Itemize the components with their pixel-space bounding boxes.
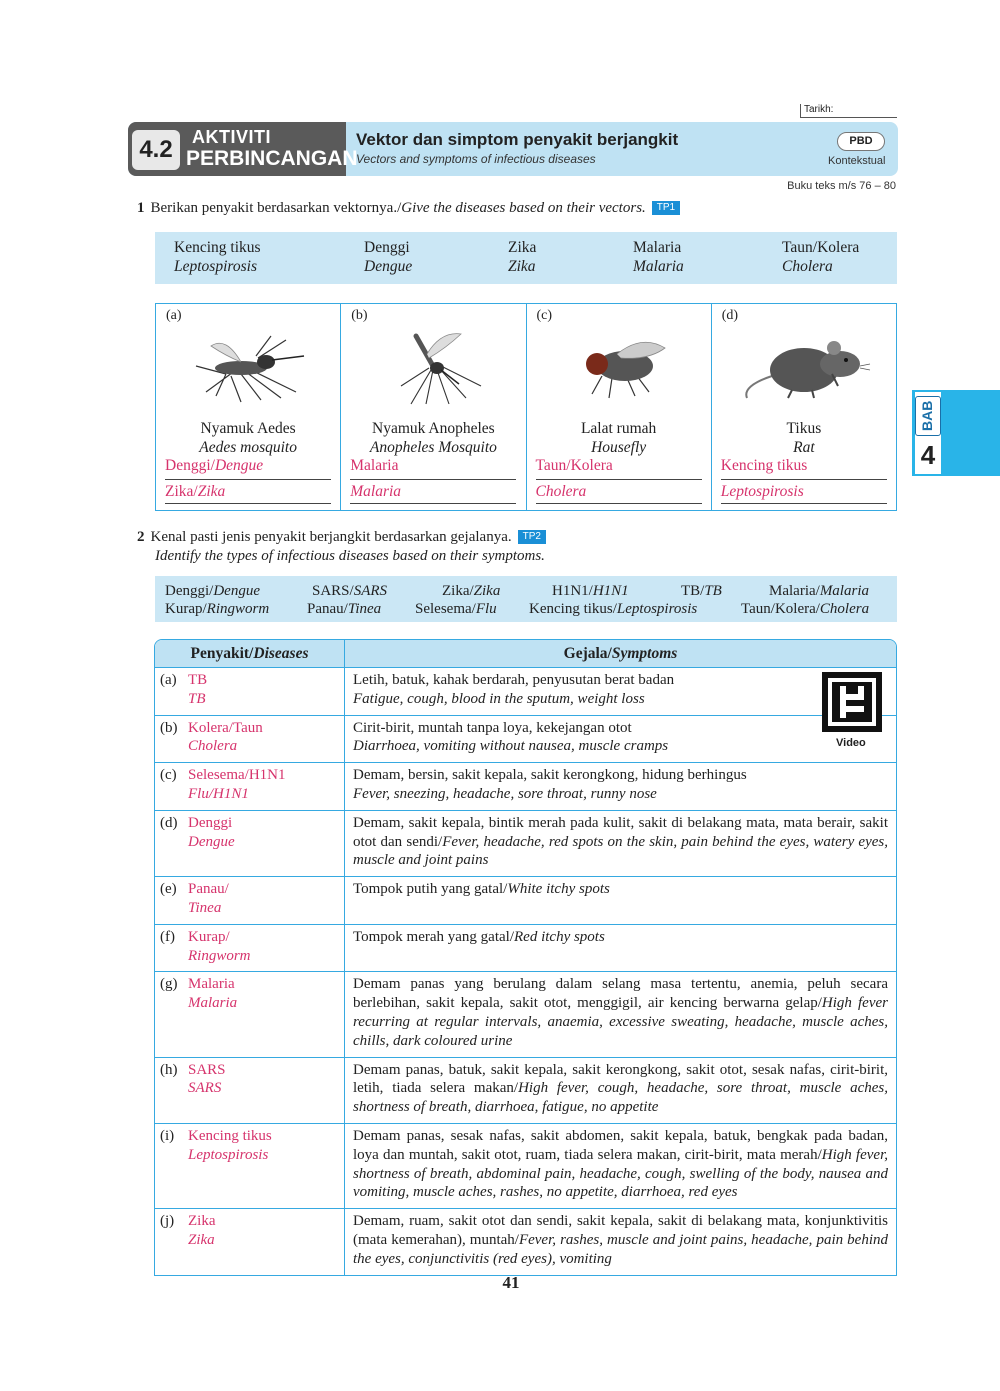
row-label: (f) [160,928,175,945]
header-ms: Gejala/ [563,644,612,662]
option-ms: TB/ [681,583,705,599]
textbook-reference: Buku teks m/s 76 – 80 [787,180,896,192]
option-item [415,600,497,618]
symptom-en: Fatigue, cough, blood in the sputum, weight loss [353,690,645,707]
symptom-en: Fever, rashes, muscle and joint pains, headache, pain behind the eyes, conjunctivitis (red eyes), vomiting [353,1231,888,1267]
housefly-image [557,326,687,406]
symptom-cell [345,925,896,973]
symptom-cell [345,811,896,877]
qr-code-icon [822,672,882,732]
answer-en: Cholera [188,738,238,755]
symptom-text [353,1213,888,1267]
anopheles-mosquito-image [371,326,501,406]
vector-table [155,303,897,511]
option-en: Cholera [819,601,870,617]
symptom-text [353,1062,888,1116]
header-en: Diseases [253,644,309,662]
symptom-en: High fever, shortness of breath, abdominal pain, headache, cough, swelling of the body, nausea and vomiting, muscle aches, rashes, no appetite, diarrhoea, red eyes [353,1146,888,1201]
answer-ms: Zika/ [165,483,198,500]
symptom-text [353,976,888,1048]
column-header-symptoms [345,640,896,668]
vector-label: (d) [721,308,739,323]
pbd-badge: PBD [837,132,885,151]
option-item [165,582,260,600]
option-ms: Kencing tikus [174,239,261,256]
answer-ms: TB [188,672,208,688]
option-en: Dengue [364,258,413,275]
vector-label: (b) [351,308,368,323]
answer-line-2[interactable] [350,482,516,504]
question-text-en: Give the diseases based on their vectors. [401,200,646,216]
symptom-ms: Tompok merah yang gatal/ [353,928,514,945]
option-en: Tinea [347,601,382,617]
symptom-text [353,767,747,802]
table-row [155,763,896,811]
answer-en: Ringworm [188,947,251,964]
answer-en: Leptospirosis [720,483,804,500]
answer-ms: Zika [188,1213,216,1230]
table-row [155,668,896,716]
option-item [782,238,859,276]
symptom-cell [345,763,896,811]
question-number: 2 [137,529,145,545]
rat-image [742,326,872,406]
date-label: Tarikh: [804,104,834,115]
answer-line-1[interactable] [350,456,516,480]
answer-ms: Taun/Kolera [535,457,613,474]
table-row [155,972,896,1057]
option-en: Ringworm [206,601,270,617]
page-number: 41 [502,1273,520,1292]
answer-en: TB [188,690,206,707]
disease-cell[interactable] [155,1058,345,1124]
answer-ms: SARS [188,1061,226,1078]
vector-cell-aedes [156,304,341,510]
pbd-label: Kontekstual [828,155,886,167]
tp-badge: TP2 [518,530,546,544]
option-item [741,600,869,618]
option-en: Malaria [819,583,869,599]
option-item [633,238,684,276]
row-label: (a) [160,672,177,688]
symptom-ms: Demam panas, batuk, sakit kepala, sakit kerongkong, sakit otot, sesak nafas, cirit-birit, letih, tiada selera makan/ [353,1061,888,1097]
option-item [529,600,697,618]
option-ms: Kurap/ [165,601,207,617]
symptom-en: High fever, cough, headache, sore throat, muscle aches, shortness of breath, diarrhoea, fatigue, no appetite [353,1080,888,1116]
symptom-cell [345,972,896,1057]
option-ms: Kencing tikus/ [529,601,617,617]
table-row [155,716,896,764]
symptom-cell [345,1058,896,1124]
symptom-cell [345,716,896,764]
answer-line-1[interactable] [721,456,887,480]
question-number: 1 [137,200,145,216]
chapter-label: BAB [915,396,941,436]
row-label: (j) [160,1213,175,1230]
option-ms: H1N1/ [552,583,593,599]
disease-cell[interactable] [155,1209,345,1274]
question-text-en: Identify the types of infectious diseases based on their symptoms. [155,548,545,564]
symptom-cell [345,1124,896,1209]
question-2 [137,528,546,566]
symptom-text [353,671,674,709]
answer-en: Dengue [188,833,235,850]
answer-ms: Panau/ [188,881,229,898]
symptom-text [353,1128,888,1200]
symptom-text [353,815,888,869]
question-1 [137,199,680,218]
answer-line-2[interactable] [165,482,331,504]
option-item [312,582,387,600]
chapter-tab [912,390,1000,476]
answer-ms: Denggi/ [165,457,215,474]
option-ms: SARS/ [312,583,354,599]
table-row [155,925,896,973]
symptom-cell [345,668,896,716]
vector-cell-housefly [527,304,712,510]
page-subtitle: Vectors and symptoms of infectious diseases [356,152,596,166]
disease-symptom-table [154,639,897,1276]
answer-ms: Kolera/Taun [188,719,263,736]
row-label: (d) [160,814,178,831]
symptom-ms: Letih, batuk, kahak berdarah, penyusutan berat badan [353,672,675,688]
answer-line-2[interactable] [536,482,702,504]
option-item [307,600,381,618]
option-item [165,600,269,618]
table-row [155,1124,896,1209]
option-ms: Panau/ [307,601,348,617]
answer-en: Dengue [214,457,264,474]
vector-name [341,419,525,457]
option-ms: Denggi/ [165,583,214,599]
option-item [174,238,261,276]
option-en: TB [704,583,722,599]
symptom-cell [345,1209,896,1274]
answer-ms: Malaria [188,976,235,993]
vector-name-ms: Lalat rumah [580,420,657,437]
video-label: Video [836,737,866,749]
disease-options-box [155,576,897,622]
vector-name-ms: Nyamuk Aedes [200,420,296,437]
row-label: (e) [160,881,177,898]
option-ms: Malaria/ [769,583,820,599]
answer-en: Malaria [188,995,238,1012]
answer-en: Flu/H1N1 [188,785,249,802]
symptom-ms: Demam, bersin, sakit kepala, sakit kerongkong, hidung berhingus [353,767,747,784]
option-en: SARS [353,583,388,599]
vector-name-en: Anopheles Mosquito [369,439,497,456]
vector-label: (a) [166,308,182,323]
option-item [364,238,412,276]
answer-en: SARS [188,1080,222,1097]
symptom-ms: Demam, sakit kepala, bintik merah pada kulit, sakit di belakang mata, mata berair, sakit otot dan sendi/ [353,814,888,850]
tp-badge: TP1 [652,201,680,215]
disease-cell[interactable] [155,1124,345,1209]
vector-name [712,419,896,457]
option-en: Malaria [633,258,684,275]
symptom-ms: Demam panas, sesak nafas, sakit abdomen, sakit kepala, batuk, bengkak pada badan, loya dan muntah, sakit otot, ruam, tiada selera makan, cirit-birit, mata merah/ [353,1127,888,1163]
header-en: Symptoms [611,644,678,662]
symptom-en: Diarrhoea, vomiting without nausea, muscle cramps [353,738,669,755]
page-title: Vektor dan simptom penyakit berjangkit [356,130,679,149]
row-label: (c) [160,767,177,784]
option-ms: Taun/Kolera [782,239,860,256]
row-label: (i) [160,1127,175,1144]
answer-ms: Kencing tikus [188,1127,272,1144]
vector-cell-rat [712,304,896,510]
activity-banner [128,122,898,176]
date-field[interactable] [800,104,897,118]
answer-en: Cholera [535,483,587,500]
option-en: Zika [508,258,536,275]
aedes-mosquito-image [186,326,316,406]
answer-ms: Selesema/H1N1 [188,767,286,784]
activity-badge [128,122,358,176]
option-item [442,582,500,600]
answer-ms: Kencing tikus [720,457,808,474]
option-ms: Malaria [633,239,682,256]
option-en: Dengue [213,583,260,599]
row-label: (h) [160,1061,178,1078]
option-en: Zika [473,583,501,599]
option-ms: Denggi [364,239,410,256]
option-ms: Taun/Kolera/ [741,601,820,617]
disease-cell[interactable] [155,668,345,716]
symptom-ms: Tompok putih yang gatal/ [353,881,508,898]
answer-en: Leptospirosis [188,1146,269,1163]
symptom-en: White itchy spots [507,881,610,898]
symptom-en: Fever, headache, red spots on the skin, pain behind the eyes, watery eyes, muscle and joint pains [353,833,888,869]
vector-name-en: Housefly [591,439,647,456]
table-row [155,811,896,877]
symptom-text [353,929,605,945]
row-label: (g) [160,976,178,993]
activity-number: 4.2 [132,130,180,170]
answer-line-1[interactable] [536,456,702,480]
symptom-ms: Demam, ruam, sakit otot dan sendi, sakit kepala, sakit di belakang mata, konjunktivitis (mata kemerahan), muntah/ [353,1213,888,1248]
row-label: (b) [160,719,178,736]
symptom-en: High fever recurring at regular intervals, anaemia, excessive sweating, headache, muscle aches, chills, dark coloured urine [353,995,888,1049]
disease-cell[interactable] [155,763,345,811]
answer-en: Zika [188,1231,215,1248]
option-item [552,582,629,600]
symptom-ms: Cirit-birit, muntah tanpa loya, kekejangan otot [353,719,632,736]
table-row [155,1209,896,1274]
option-item [769,582,869,600]
option-ms: Zika/ [442,583,474,599]
vector-name-ms: Nyamuk Anopheles [372,420,495,437]
vector-name [527,419,711,457]
vector-name-en: Rat [793,439,815,456]
symptom-en: Red itchy spots [514,928,605,945]
symptom-cell [345,877,896,925]
vector-label: (c) [536,308,553,323]
table-row [155,1058,896,1124]
disease-cell[interactable] [155,925,345,973]
option-item [508,238,536,276]
vector-name [156,419,340,457]
answer-en: Zika [197,483,226,500]
disease-cell[interactable] [155,877,345,925]
option-en: Cholera [782,258,833,275]
disease-cell[interactable] [155,811,345,877]
answer-en: Tinea [188,899,222,916]
option-ms: Zika [508,239,537,256]
question-text: Berikan penyakit berdasarkan vektornya./ [150,200,402,216]
answer-ms: Malaria [350,457,399,474]
option-en: Leptospirosis [174,258,257,275]
column-header-diseases [155,640,345,668]
activity-type-line1: AKTIVITI [192,127,271,147]
vector-cell-anopheles [341,304,526,510]
table-row [155,877,896,925]
video-qr-code[interactable] [822,672,882,732]
answer-en: Malaria [350,483,402,500]
answer-ms: Kurap/ [188,928,230,945]
chapter-number: 4 [920,440,936,470]
symptom-text [353,719,668,757]
symptom-ms: Demam panas yang berulang dalam selang masa tertentu, anemia, peluh secara berlebihan, sakit kepala, sakit otot, menggigil, air kencing berwarna gelap/ [353,976,888,1012]
activity-type-line2: PERBINCANGAN [186,147,358,170]
answer-line-2[interactable] [721,482,887,504]
disease-cell[interactable] [155,716,345,764]
disease-cell[interactable] [155,972,345,1057]
option-en: Flu [475,601,497,617]
option-en: H1N1 [592,583,629,599]
answer-line-1[interactable] [165,456,331,480]
symptom-en: Fever, sneezing, headache, sore throat, runny nose [353,785,657,802]
vector-name-ms: Tikus [786,420,822,437]
option-ms: Selesema/ [415,601,476,617]
symptom-text [353,881,610,897]
header-ms: Penyakit/ [190,644,254,662]
question-text: Kenal pasti jenis penyakit berjangkit berdasarkan gejalanya. [150,529,512,545]
chapter-tab-inner [915,392,941,474]
table-header-row [155,640,896,668]
option-item [681,582,722,600]
answer-ms: Denggi [188,814,233,831]
answer-options-box [155,232,897,284]
option-en: Leptospirosis [616,601,698,617]
vector-name-en: Aedes mosquito [199,439,297,456]
